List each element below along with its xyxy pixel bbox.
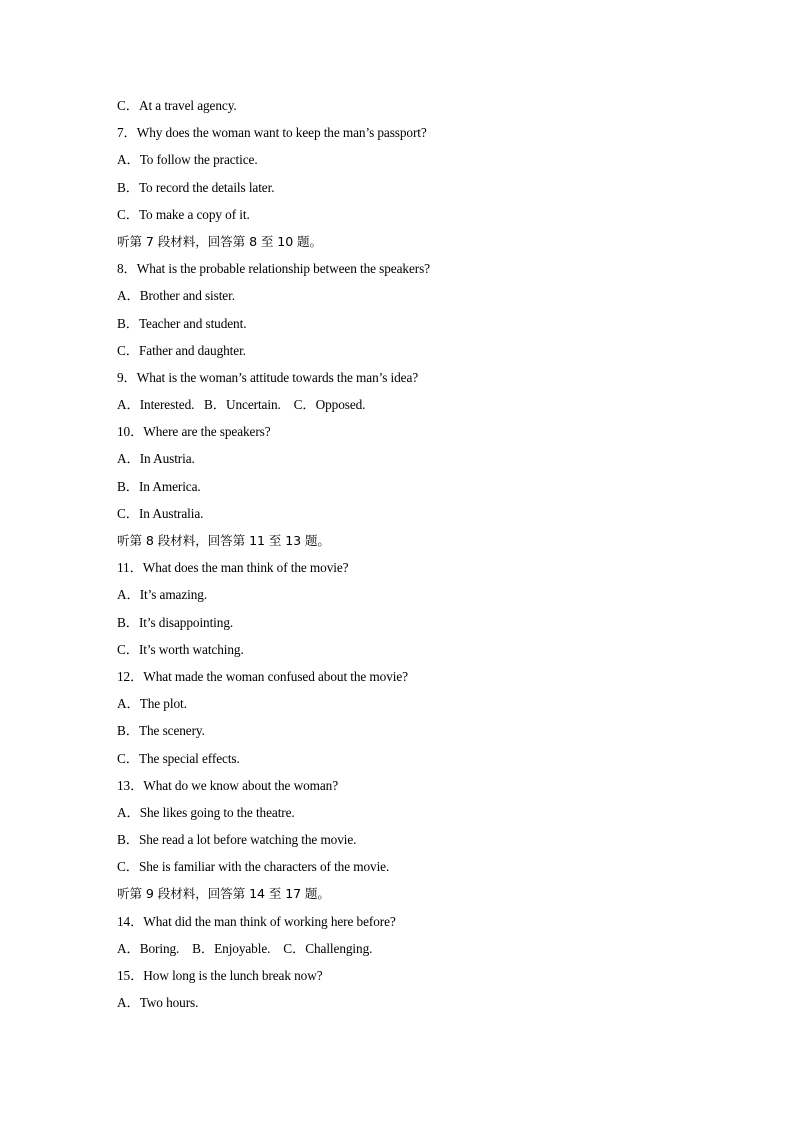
option-b: B．The scenery. (117, 723, 205, 739)
question-10: 10．Where are the speakers? (117, 424, 271, 440)
section-heading: 听第 9 段材料，回答第 14 至 17 题。 (117, 886, 330, 902)
option-a: A．Two hours. (117, 995, 199, 1011)
question-9: 9．What is the woman’s attitude towards the man’s idea? (117, 369, 419, 385)
question-15: 15．How long is the lunch break now? (117, 968, 323, 983)
options-inline: A．Interested. B．Uncertain. C．Opposed. (117, 397, 366, 413)
question-13: 13．What do we know about the woman? (117, 777, 339, 793)
option-a: A．Brother and sister. (117, 288, 235, 304)
option-a: A．The plot. (117, 696, 187, 712)
section-heading: 听第 7 段材料，回答第 8 至 10 题。 (117, 233, 322, 249)
question-14: 14．What did the man think of working here before? (117, 913, 396, 929)
option-c: C．Father and daughter. (117, 342, 246, 358)
option-b: B．She read a lot before watching the movie. (117, 832, 357, 848)
option-b: B．In America. (117, 478, 201, 494)
option-a: A．In Austria. (117, 451, 195, 467)
option-c: C．At a travel agency. (117, 98, 237, 113)
question-7: 7．Why does the woman want to keep the man’s passport? (117, 125, 427, 141)
option-c: C．To make a copy of it. (117, 206, 250, 222)
option-b: B．To record the details later. (117, 179, 275, 195)
option-a: A．She likes going to the theatre. (117, 804, 295, 820)
question-list (117, 95, 757, 1019)
option-c: C．The special effects. (117, 750, 240, 766)
option-a: A．To follow the practice. (117, 152, 258, 168)
section-heading: 听第 8 段材料，回答第 11 至 13 题。 (117, 533, 330, 548)
option-b: B．Teacher and student. (117, 315, 247, 331)
option-a: A．It’s amazing. (117, 587, 208, 603)
question-11: 11．What does the man think of the movie? (117, 560, 349, 576)
options-inline: A．Boring. B．Enjoyable. C．Challenging. (117, 940, 373, 956)
option-b: B．It’s disappointing. (117, 614, 234, 630)
question-8: 8．What is the probable relationship between the speakers? (117, 261, 430, 277)
option-c: C．It’s worth watching. (117, 641, 244, 657)
option-c: C．In Australia. (117, 505, 204, 521)
question-12: 12．What made the woman confused about the movie? (117, 668, 408, 684)
option-c: C．She is familiar with the characters of the movie. (117, 859, 390, 875)
